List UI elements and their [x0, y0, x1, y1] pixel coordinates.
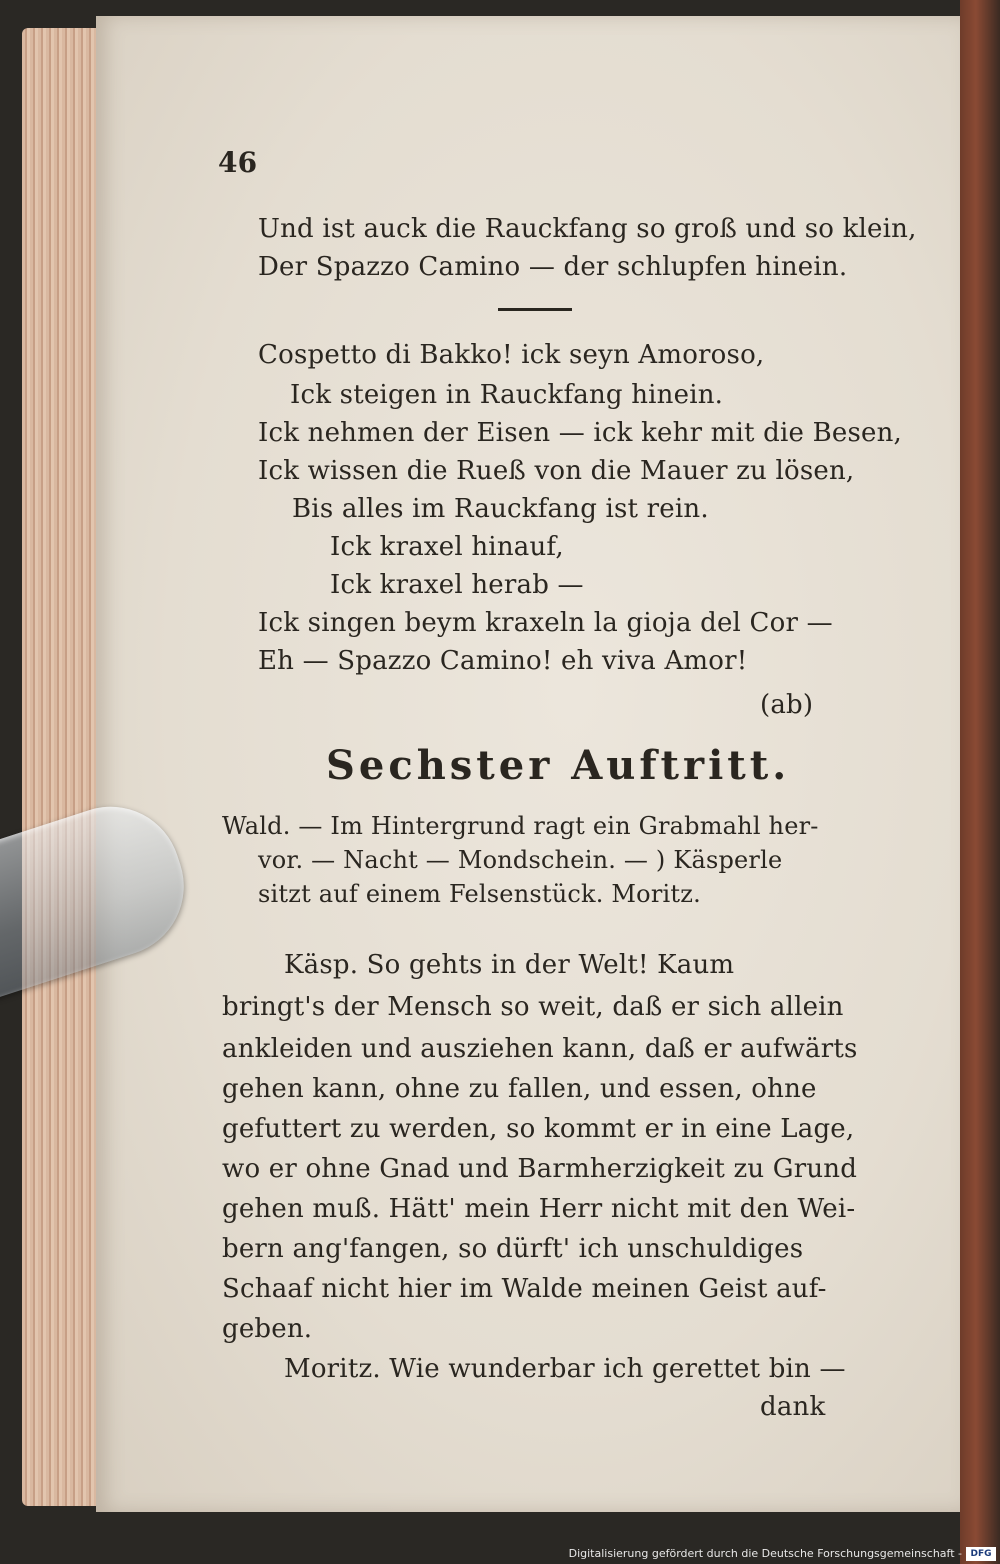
prose-line: Käsp. So gehts in der Welt! Kaum: [284, 950, 735, 980]
exit-note: (ab): [760, 690, 814, 720]
prose-line: Schaaf nicht hier im Walde meinen Geist auf-: [222, 1274, 827, 1304]
prose-line: geben.: [222, 1314, 313, 1344]
prose-line: bringt's der Mensch so weit, daß er sich allein: [222, 992, 844, 1022]
prose-line: gehen muß. Hätt' mein Herr nicht mit den Wei-: [222, 1194, 856, 1224]
verse-line: Ick steigen in Rauckfang hinein.: [290, 380, 724, 410]
verse-line: Cospetto di Bakko! ick seyn Amoroso,: [258, 340, 765, 370]
catchword: dank: [760, 1392, 826, 1422]
verse-line: Ick nehmen der Eisen — ick kehr mit die Besen,: [258, 418, 903, 448]
verse-line: Ick kraxel hinauf,: [330, 532, 564, 562]
book-cover-edge: [960, 0, 1000, 1564]
prose-line: Moritz. Wie wunderbar ich gerettet bin —: [284, 1354, 846, 1384]
dfg-logo: DFG: [966, 1547, 996, 1561]
stage-direction-line: Wald. — Im Hintergrund ragt ein Grabmahl her-: [222, 812, 819, 840]
verse-line: Der Spazzo Camino — der schlupfen hinein.: [258, 252, 848, 282]
verse-line: Ick singen beym kraxeln la gioja del Cor —: [258, 608, 833, 638]
digitization-credit: Digitalisierung gefördert durch die Deutsche Forschungsgemeinschaft -: [568, 1547, 962, 1560]
verse-line: Eh — Spazzo Camino! eh viva Amor!: [258, 646, 748, 676]
page-number: 46: [218, 146, 258, 179]
verse-line: Bis alles im Rauckfang ist rein.: [292, 494, 709, 524]
verse-line: Ick wissen die Rueß von die Mauer zu lösen,: [258, 456, 855, 486]
prose-line: gefuttert zu werden, so kommt er in eine Lage,: [222, 1114, 855, 1144]
prose-line: gehen kann, ohne zu fallen, und essen, ohne: [222, 1074, 817, 1104]
verse-line: Und ist auck die Rauckfang so groß und so klein,: [258, 214, 917, 244]
prose-line: wo er ohne Gnad und Barmherzigkeit zu Grund: [222, 1154, 858, 1184]
stage-direction-line: vor. — Nacht — Mondschein. — ) Käsperle: [258, 846, 783, 874]
verse-line: Ick kraxel herab —: [330, 570, 584, 600]
prose-line: bern ang'fangen, so dürft' ich unschuldiges: [222, 1234, 804, 1264]
scene-heading: Sechster Auftritt.: [326, 742, 791, 789]
stage-direction-line: sitzt auf einem Felsenstück. Moritz.: [258, 880, 701, 908]
section-rule: [498, 308, 572, 311]
prose-line: ankleiden und ausziehen kann, daß er aufwärts: [222, 1034, 858, 1064]
